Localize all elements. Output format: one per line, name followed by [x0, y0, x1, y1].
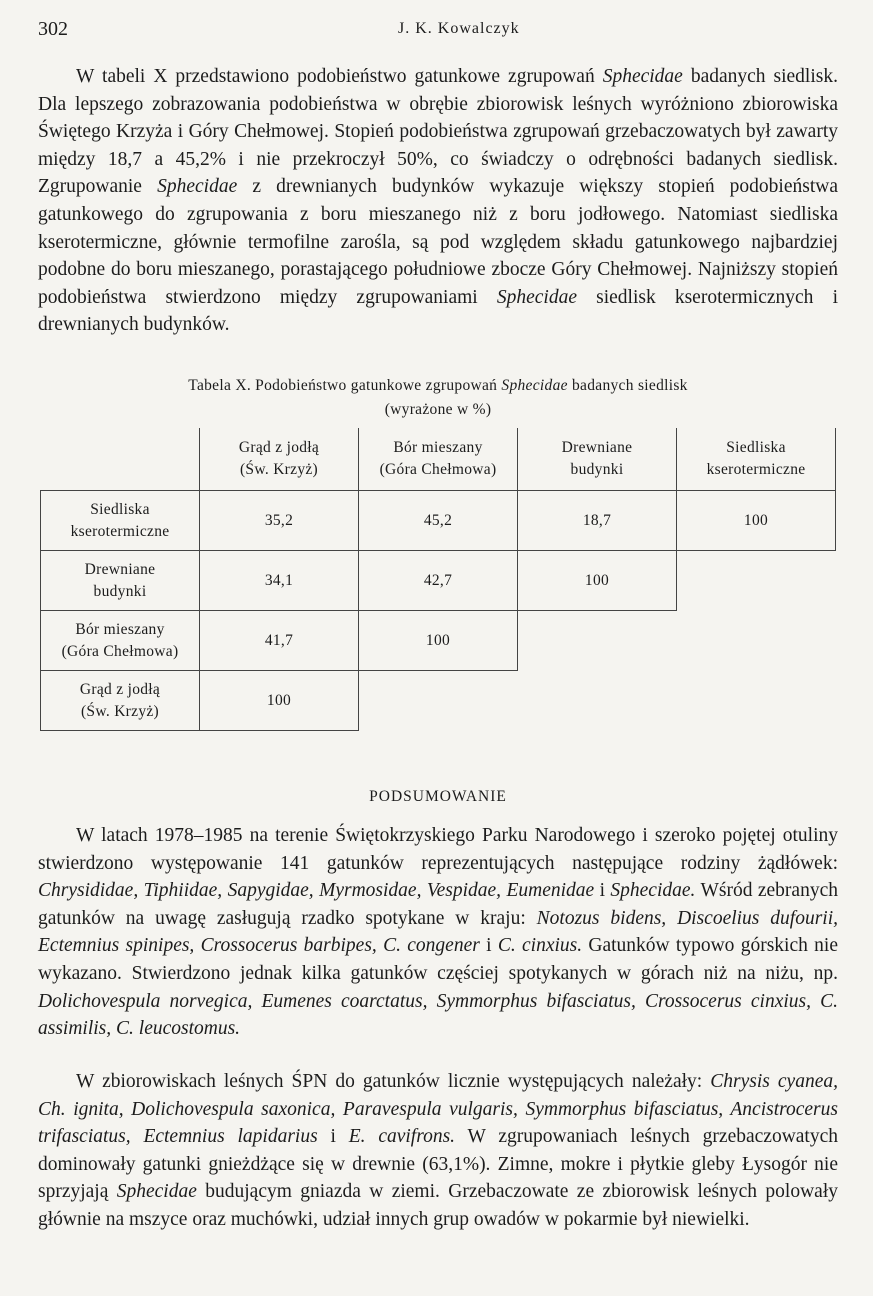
text: Gatunków typowo górskich nie wykazano. Stwierdzono jednak kilka gatunków częściej spotykanych w górach niż na niżu, np. — [38, 935, 838, 984]
header-line: (Św. Krzyż) — [239, 461, 319, 478]
row-header-line: Bór mieszany — [75, 620, 165, 638]
empty-cell — [359, 671, 518, 731]
column-header — [200, 428, 359, 491]
column-header — [359, 428, 518, 491]
table-cell: 41,7 — [200, 611, 359, 671]
empty-cell — [518, 611, 677, 671]
row-header-line: Drewniane — [84, 560, 156, 578]
taxon-name: Sphecidae — [496, 286, 577, 308]
caption-text: Tabela X. Podobieństwo gatunkowe zgrupowań — [188, 377, 502, 394]
row-header — [41, 611, 200, 671]
row-header — [41, 491, 200, 551]
caption-taxon: Sphecidae — [501, 377, 568, 394]
column-header — [677, 428, 836, 491]
taxon-name: C. cinxius. — [497, 935, 583, 957]
table-header-row — [41, 428, 836, 491]
header-line: budynki — [570, 461, 624, 478]
section-heading: PODSUMOWANIE — [369, 788, 507, 805]
paragraph-table-intro — [38, 63, 838, 339]
table-row — [41, 611, 836, 671]
table-row — [41, 491, 836, 551]
row-header-line: (Św. Krzyż) — [80, 702, 160, 720]
taxon-name: Notozus bidens, Discoelius dufourii, Ectemnius spinipes, Crossocerus barbipes, C. congener — [38, 907, 839, 957]
paragraph-summary-2 — [38, 1068, 838, 1234]
text: i — [594, 880, 611, 902]
text: z drewnianych budynków wykazuje większy stopień podobieństwa gatunkowego do zgrupowania z boru mieszanego niż z boru jodłowego. Natomiast siedliska kserotermiczne, głównie termofilne zarośla, są pod względem składu gatunkowego najbardziej podobne do boru mieszanego, porastającego południowe zbocze Góry Chełmowej. Najniższy stopień podobieństwa stwierdzono między zgrupowaniami — [38, 176, 838, 308]
taxon-name: Sphecidae — [602, 66, 683, 87]
table-cell: 45,2 — [359, 491, 518, 551]
table-cell: 35,2 — [200, 491, 359, 551]
page-number: 302 — [38, 18, 68, 40]
text: budującym gniazda w ziemi. Grzebaczowate ze zbiorowisk leśnych polowały głównie na mszyce oraz muchówki, udział innych grup owadów w pokarmie był niewielki. — [38, 1181, 838, 1230]
paragraph-summary-1 — [38, 822, 838, 1043]
row-header — [41, 671, 200, 731]
row-header-line: (Góra Chełmowa) — [61, 642, 179, 660]
table-cell: 100 — [677, 491, 836, 551]
taxon-name: Chrysis cyanea, Ch. ignita, Dolichovespula saxonica, Paravespula vulgaris, Symmorphus bifasciatus, Ancistrocerus trifasciatus, Ectemnius lapidarius — [38, 1071, 838, 1148]
text: i — [479, 935, 498, 957]
table-row — [41, 551, 836, 611]
row-header-line: budynki — [93, 582, 147, 600]
table-caption — [38, 374, 838, 422]
row-header-line: kserotermiczne — [70, 522, 170, 540]
taxon-name: Dolichovespula norvegica, Eumenes coarctatus, Symmorphus bifasciatus, Crossocerus cinxius, C. assimilis, C. leucostomus. — [38, 990, 838, 1040]
text: W tabeli X przedstawiono podobieństwo gatunkowe zgrupowań — [76, 66, 603, 87]
table-cell: 34,1 — [200, 551, 359, 611]
text: W latach 1978–1985 na terenie Świętokrzyskiego Parku Narodowego i szeroko pojętej otuliny stwierdzono występowanie 141 gatunków reprezentujących następujące rodziny żądłówek: — [38, 825, 838, 874]
header-line: Drewniane — [561, 439, 633, 456]
taxon-name: Sphecidae — [157, 176, 238, 198]
table-cell: 18,7 — [518, 491, 677, 551]
table-cell: 100 — [200, 671, 359, 731]
empty-cell — [518, 671, 677, 731]
row-header-line: Grąd z jodłą — [79, 680, 161, 698]
header-line: kserotermiczne — [706, 461, 806, 478]
header-line: Siedliska — [726, 439, 786, 456]
empty-cell — [677, 611, 836, 671]
text: W zgrupowaniach leśnych grzebaczowatych dominowały gatunki gnieżdżące się w drewnie (63,1%). Zimne, mokre i płytkie gleby Łysogór nie sprzyjają — [38, 1126, 838, 1203]
taxon-name: Sphecidae — [116, 1181, 197, 1203]
taxon-name: E. cavifrons. — [348, 1126, 456, 1148]
empty-corner — [41, 428, 200, 491]
table-cell: 100 — [359, 611, 518, 671]
row-header — [41, 551, 200, 611]
text: Wśród zebranych gatunków na uwagę zasługują rzadko spotykane w kraju: — [38, 880, 838, 929]
text: W zbiorowiskach leśnych ŚPN do gatunków licznie występujących należały: — [76, 1071, 711, 1092]
empty-cell — [677, 551, 836, 611]
taxon-name: Sphecidae. — [610, 880, 696, 902]
header-line: Bór mieszany — [393, 439, 483, 456]
taxon-name: Chrysididae, Tiphiidae, Sapygidae, Myrmosidae, Vespidae, Eumenidae — [38, 880, 595, 902]
table-row — [41, 671, 836, 731]
empty-cell — [677, 671, 836, 731]
header-line: (Góra Chełmowa) — [379, 461, 497, 478]
row-header-line: Siedliska — [90, 500, 150, 518]
running-head: J. K. Kowalczyk — [398, 20, 520, 37]
table-cell: 42,7 — [359, 551, 518, 611]
caption-line-2: (wyrażone w %) — [384, 401, 492, 418]
table-cell: 100 — [518, 551, 677, 611]
text: siedlisk kserotermicznych i drewnianych budynków. — [38, 286, 838, 336]
similarity-table — [40, 428, 836, 731]
text: i — [317, 1126, 349, 1148]
page-header — [38, 18, 835, 46]
header-line: Grąd z jodłą — [238, 439, 320, 456]
caption-text: badanych siedlisk — [567, 377, 688, 394]
caption-line-1 — [38, 374, 838, 398]
column-header — [518, 428, 677, 491]
text: badanych siedlisk. Dla lepszego zobrazowania podobieństwa w obrębie zbiorowisk leśnych wyróżniono zbiorowiska Świętego Krzyża i Góry Chełmowej. Stopień podobieństwa zgrupowań grzebaczowatych był zawarty między 18,7 a 45,2% i nie przekroczył 50%, co świadczy o odrębności badanych siedlisk. Zgrupowanie — [38, 66, 838, 198]
